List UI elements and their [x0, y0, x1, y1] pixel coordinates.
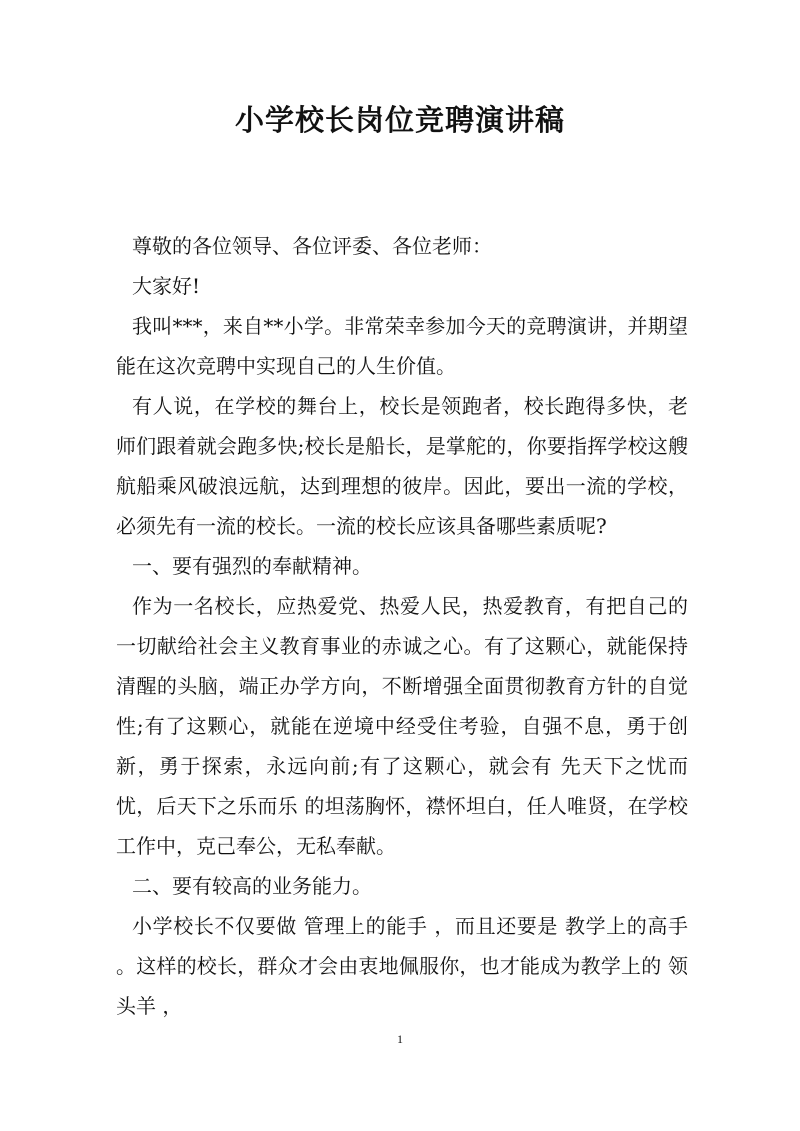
document-body [116, 226, 688, 1026]
paragraph-principal-role: 有人说，在学校的舞台上，校长是领跑者，校长跑得多快，老师们跟着就会跑多快;校长是船长，是掌舵的，你要指挥学校这艘航船乘风破浪远航，达到理想的彼岸。因此，要出一流的学校，必须先有一流的校长。一流的校长应该具备哪些素质呢? [116, 394, 688, 538]
paragraph-ability: 小学校长不仅要做 管理上的能手 ，而且还要是 教学上的高手 。这样的校长，群众才会由衷地佩服你，也才能成为教学上的 领头羊 ， [116, 914, 688, 1018]
page-title: 小学校长岗位竞聘演讲稿 [234, 103, 565, 137]
greeting: 大家好! [132, 274, 201, 298]
paragraph-introduction: 我叫***，来自**小学。非常荣幸参加今天的竞聘演讲，并期望能在这次竞聘中实现自己的人生价值。 [116, 314, 688, 378]
page-number: 1 [397, 1032, 403, 1046]
section-heading-dedication: 一、要有强烈的奉献精神。 [132, 554, 372, 578]
paragraph-dedication: 作为一名校长，应热爱党、热爱人民，热爱教育，有把自己的一切献给社会主义教育事业的赤诚之心。有了这颗心，就能保持清醒的头脑，端正办学方向，不断增强全面贯彻教育方针的自觉性;有了这颗心，就能在逆境中经受住考验，自强不息，勇于创新，勇于探索，永远向前;有了这颗心，就会有 先天下之忧而忧，后天下之乐而乐 的坦荡胸怀，襟怀坦白，任人唯贤，在学校工作中，克己奉公，无私奉献。 [116, 594, 688, 858]
section-heading-ability: 二、要有较高的业务能力。 [132, 874, 372, 898]
salutation: 尊敬的各位领导、各位评委、各位老师： [132, 234, 492, 258]
